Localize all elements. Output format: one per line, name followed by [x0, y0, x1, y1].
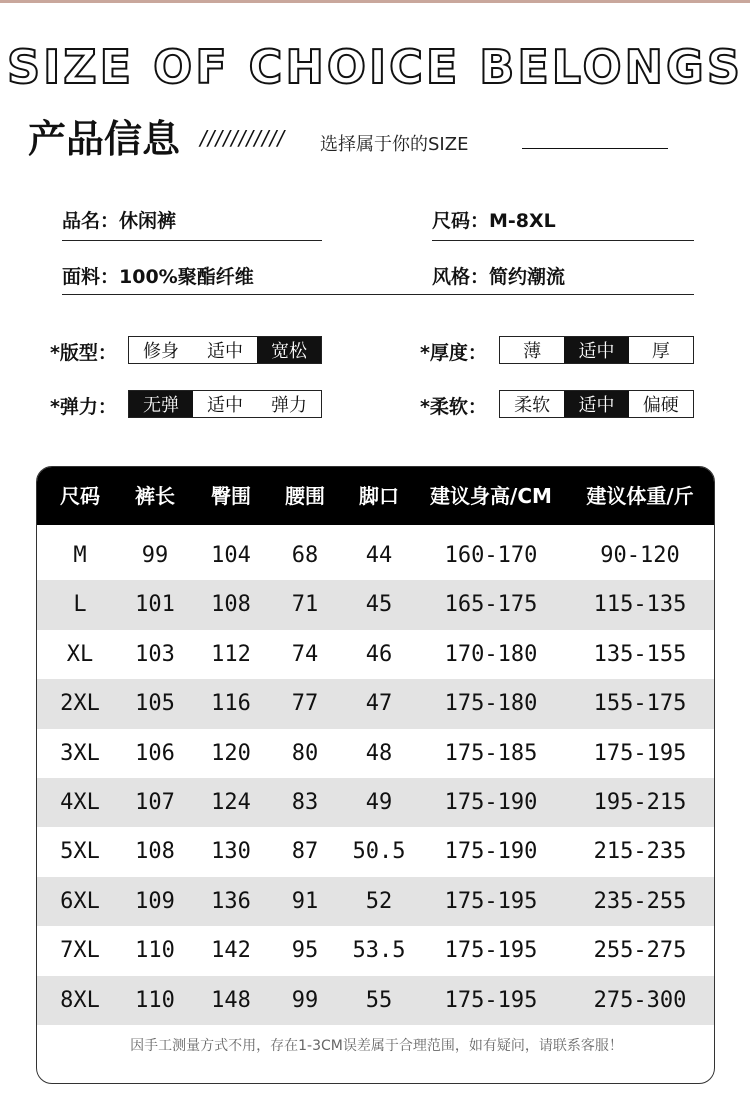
cell-height: 165-175: [444, 592, 538, 618]
cell-leg-opening: 44: [365, 543, 393, 568]
table-row: [37, 877, 715, 926]
cell-length: 99: [141, 543, 169, 568]
table-row: [37, 531, 715, 580]
cell-hip: 112: [211, 641, 251, 667]
info-title: 产品信息: [28, 117, 181, 161]
cell-height: 175-185: [444, 740, 538, 766]
cell-size: L: [73, 592, 87, 618]
banner-title: SIZE OF CHOICE BELONGS: [7, 40, 743, 94]
cell-leg-opening: 46: [365, 641, 393, 667]
field-row2-rule: [62, 294, 694, 295]
field-size-rule: [432, 240, 694, 241]
header-weight: 建议体重/斤: [586, 484, 694, 508]
cell-leg-opening: 52: [365, 888, 393, 914]
cell-size: XL: [66, 641, 94, 667]
cell-waist: 95: [291, 938, 319, 964]
table-row: [37, 679, 715, 728]
cell-leg-opening: 47: [365, 691, 393, 717]
cell-size: 6XL: [60, 888, 100, 914]
cell-size: 7XL: [60, 938, 100, 964]
cell-hip: 108: [211, 592, 251, 618]
cell-hip: 104: [211, 543, 251, 568]
header-leg-opening: 脚口: [359, 484, 399, 508]
header-height: 建议身高/CM: [430, 484, 552, 508]
cell-height: 175-180: [444, 691, 538, 717]
table-row: [37, 976, 715, 1025]
cell-height: 175-195: [444, 888, 538, 914]
cell-waist: 99: [291, 987, 319, 1013]
fit-option-loose: 宽松: [257, 337, 321, 363]
measurement-note: 因手工测量方式不用，存在1-3CM误差属于合理范围，如有疑问，请联系客服！: [130, 1038, 623, 1054]
softness-label: *柔软：: [420, 396, 487, 418]
fit-option-regular: 适中: [207, 341, 243, 362]
cell-weight: 215-235: [593, 839, 687, 865]
thickness-option-thick: 厚: [651, 341, 670, 362]
cell-waist: 71: [291, 592, 319, 618]
table-row: [37, 580, 715, 629]
cell-leg-opening: 45: [365, 592, 393, 618]
cell-weight: 235-255: [593, 888, 687, 914]
table-row: [37, 630, 715, 679]
table-row: [37, 926, 715, 975]
cell-hip: 136: [211, 888, 251, 914]
cell-length: 106: [135, 740, 175, 766]
cell-weight: 175-195: [593, 740, 687, 766]
cell-length: 101: [135, 592, 175, 618]
cell-height: 175-190: [444, 839, 538, 865]
thickness-label: *厚度：: [420, 342, 487, 364]
fit-option-slim: 修身: [143, 341, 179, 362]
fit-options: [128, 336, 322, 364]
cell-waist: 68: [291, 543, 319, 568]
table-row: [37, 729, 715, 778]
cell-length: 110: [135, 938, 175, 964]
info-underline: [522, 148, 668, 149]
field-fabric: 面料：100%聚酯纤维: [62, 266, 254, 288]
header-waist: 腰围: [285, 484, 325, 508]
elastic-label: *弹力：: [50, 396, 117, 418]
cell-weight: 275-300: [593, 987, 687, 1013]
table-row: [37, 778, 715, 827]
header-length: 裤长: [135, 484, 175, 508]
size-table: [36, 466, 715, 1084]
field-name-rule: [62, 240, 322, 241]
cell-length: 109: [135, 888, 175, 914]
cell-weight: 255-275: [593, 938, 687, 964]
cell-hip: 124: [211, 790, 251, 815]
cell-length: 108: [135, 839, 175, 865]
cell-waist: 91: [291, 888, 319, 914]
cell-hip: 120: [211, 740, 251, 766]
top-divider: [0, 0, 750, 3]
fit-label: *版型：: [50, 342, 117, 364]
cell-size: 5XL: [60, 839, 100, 865]
elastic-option-stretch: 弹力: [271, 395, 307, 416]
field-size: 尺码：M-8XL: [432, 210, 556, 232]
softness-options: [499, 390, 694, 418]
header-hip: 臀围: [211, 484, 251, 508]
cell-waist: 87: [291, 839, 319, 865]
cell-size: M: [73, 543, 87, 568]
cell-length: 110: [135, 987, 175, 1013]
cell-leg-opening: 49: [365, 790, 393, 815]
cell-weight: 155-175: [593, 691, 687, 717]
elastic-option-medium: 适中: [207, 395, 243, 416]
cell-weight: 115-135: [593, 592, 687, 618]
header-size: 尺码: [60, 484, 100, 508]
cell-height: 160-170: [444, 543, 538, 568]
cell-hip: 142: [211, 938, 251, 964]
cell-weight: 90-120: [600, 543, 680, 568]
cell-size: 4XL: [60, 790, 100, 815]
thickness-option-medium: 适中: [564, 337, 628, 363]
softness-option-medium: 适中: [564, 391, 628, 417]
size-table-header: [37, 467, 715, 525]
cell-length: 105: [135, 691, 175, 717]
cell-waist: 80: [291, 740, 319, 766]
cell-size: 2XL: [60, 691, 100, 717]
elastic-option-none: 无弹: [129, 391, 193, 417]
cell-leg-opening: 55: [365, 987, 393, 1013]
cell-weight: 135-155: [593, 641, 687, 667]
thickness-options: [499, 336, 694, 364]
cell-length: 107: [135, 790, 175, 815]
cell-hip: 116: [211, 691, 251, 717]
cell-height: 175-190: [444, 790, 538, 815]
softness-option-hard: 偏硬: [642, 395, 679, 416]
cell-height: 175-195: [444, 987, 538, 1013]
table-row: [37, 827, 715, 876]
cell-waist: 74: [291, 641, 319, 667]
field-style: 风格：简约潮流: [432, 266, 566, 288]
thickness-option-thin: 薄: [523, 341, 542, 362]
cell-waist: 77: [291, 691, 319, 717]
cell-leg-opening: 53.5: [352, 938, 406, 964]
cell-leg-opening: 48: [365, 740, 393, 766]
cell-length: 103: [135, 641, 175, 667]
softness-option-soft: 柔软: [514, 395, 551, 416]
cell-size: 3XL: [60, 740, 100, 766]
elastic-options: [128, 390, 322, 418]
info-header: [28, 108, 728, 161]
info-subtitle: 选择属于你的SIZE: [320, 134, 469, 155]
cell-leg-opening: 50.5: [352, 839, 406, 865]
field-name: 品名：休闲裤: [62, 210, 177, 232]
cell-size: 8XL: [60, 987, 100, 1013]
cell-hip: 148: [211, 987, 251, 1013]
cell-hip: 130: [211, 839, 251, 865]
cell-waist: 83: [291, 790, 319, 815]
cell-height: 170-180: [444, 641, 538, 667]
info-slashes: ///////////: [200, 126, 286, 150]
cell-height: 175-195: [444, 938, 538, 964]
cell-weight: 195-215: [593, 790, 687, 815]
